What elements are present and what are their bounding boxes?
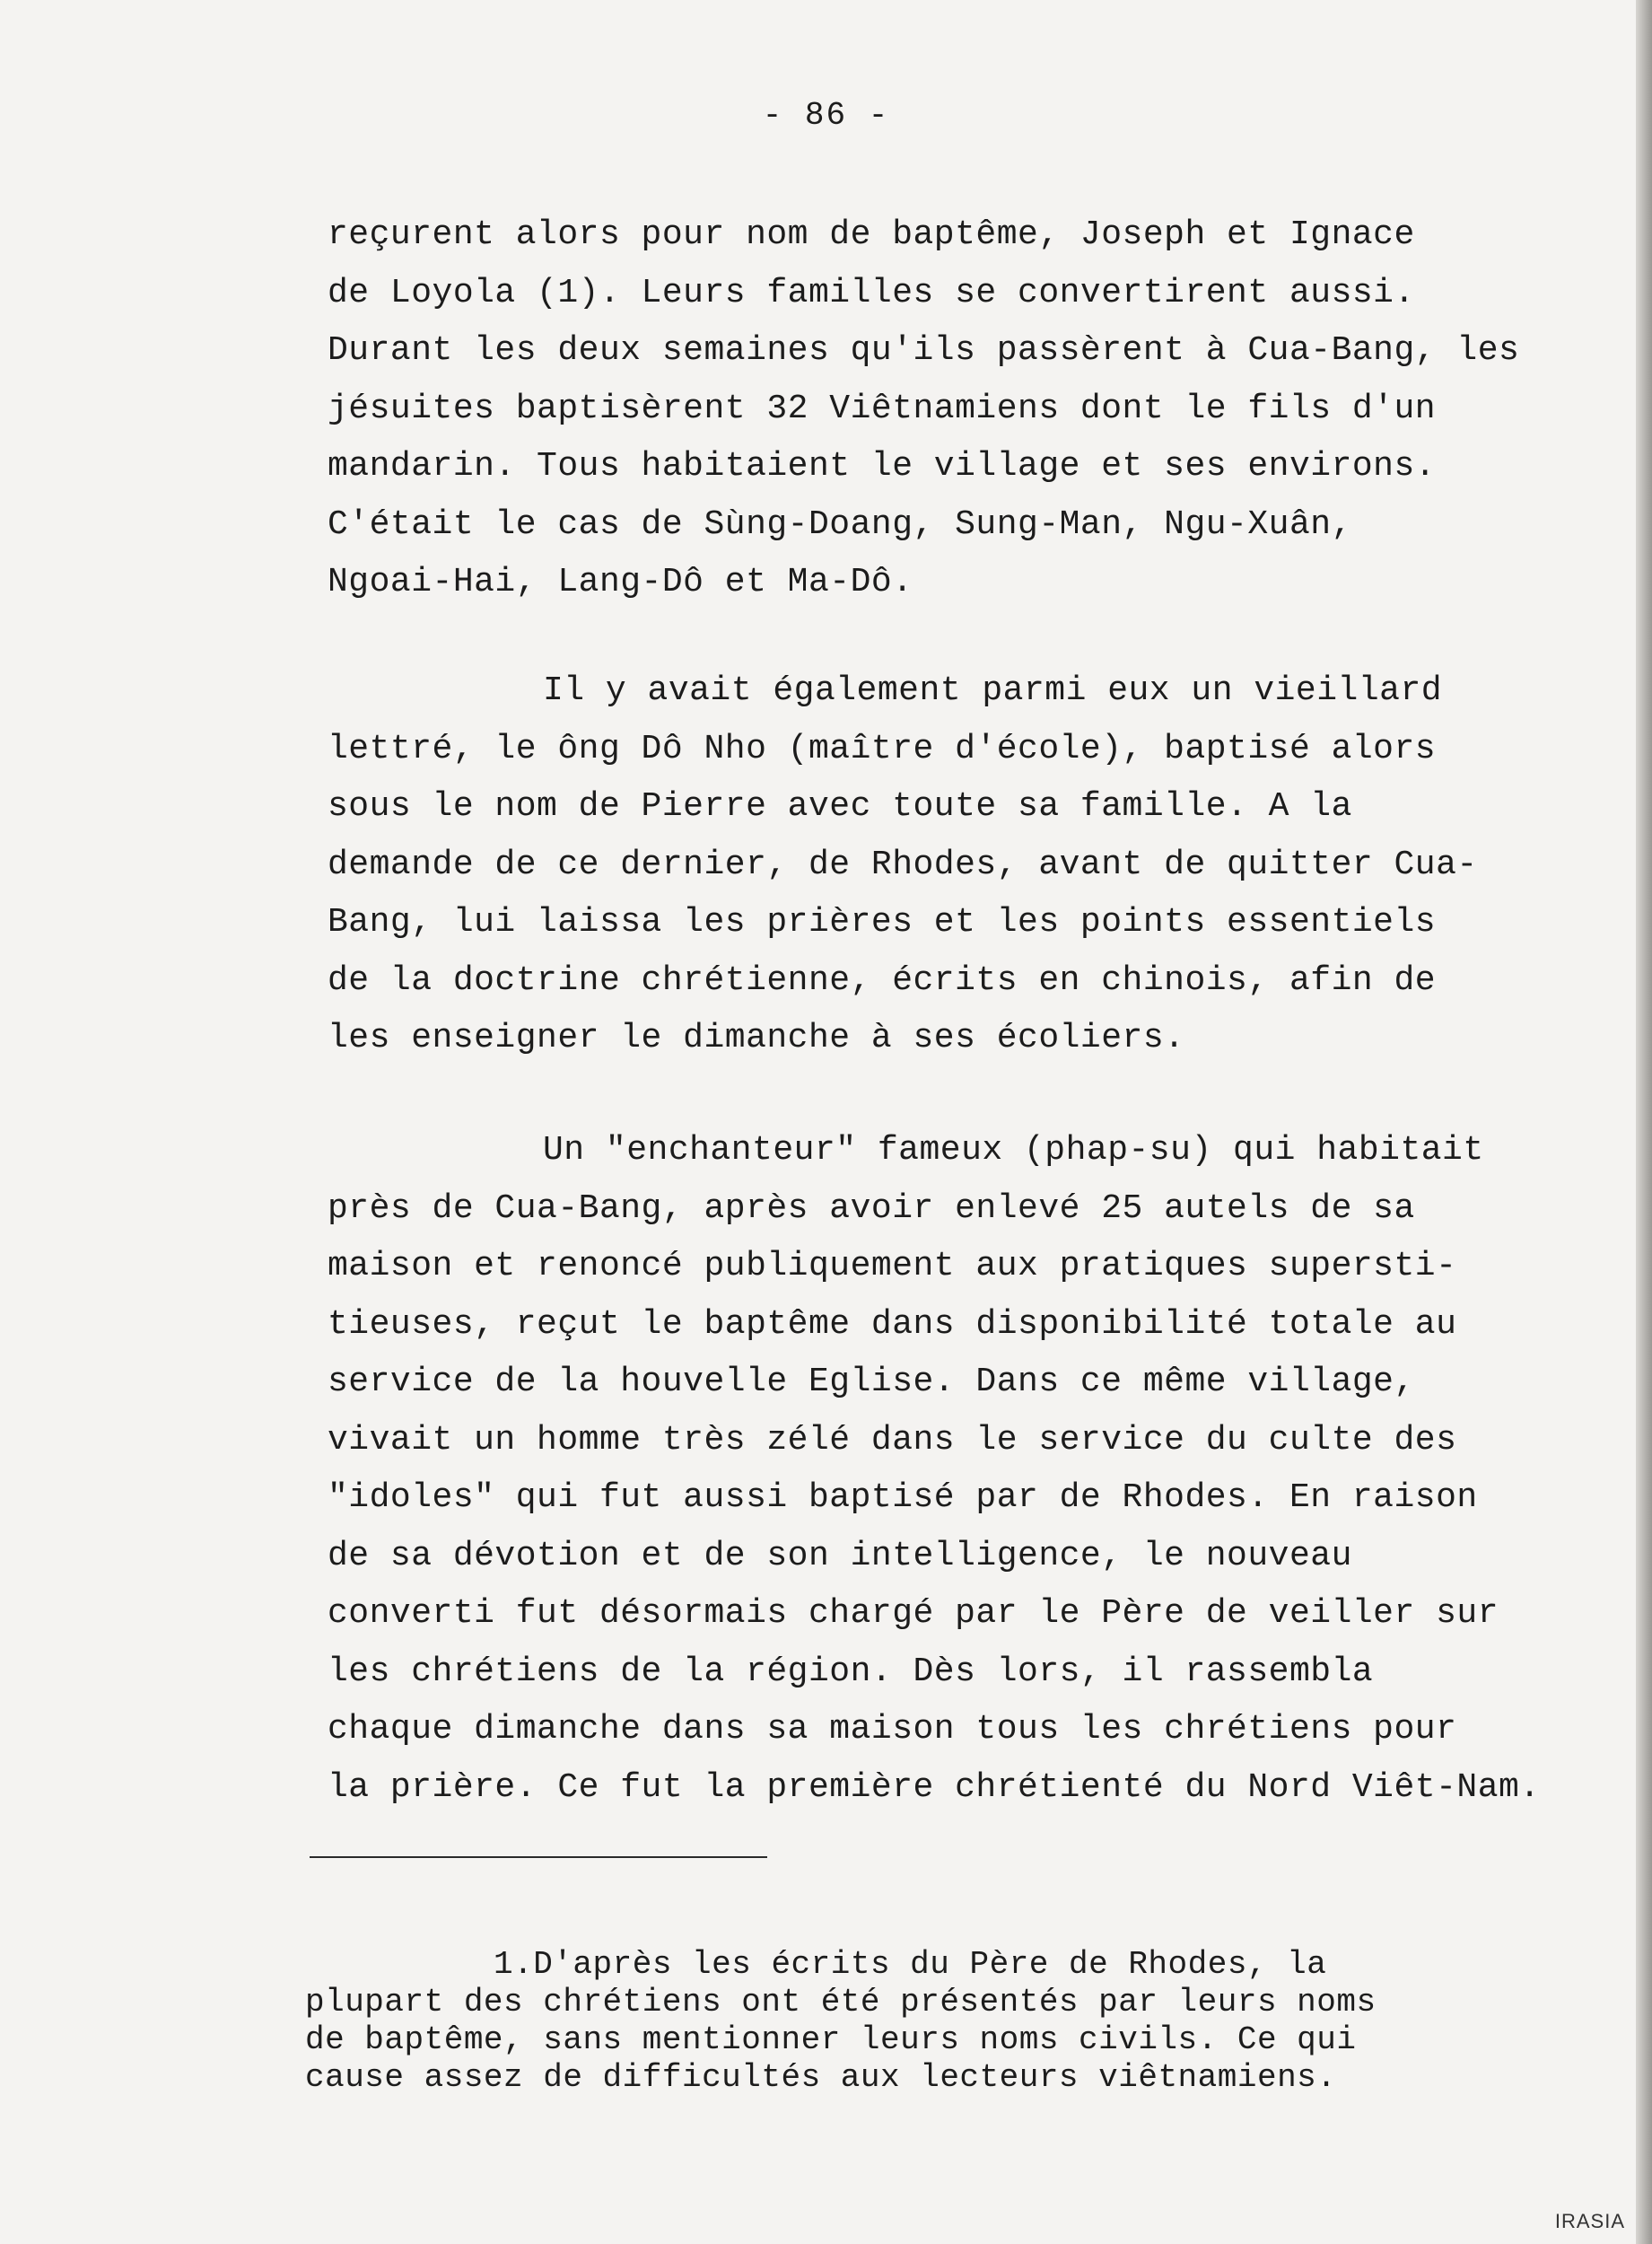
footnote-separator [310,1856,767,1858]
footnote-line: 1.D'après les écrits du Père de Rhodes, la [494,1946,1327,1983]
paragraph-3 [328,1122,1566,1817]
paragraph-line: lettré, le ông Dô Nho (maître d'école), baptisé alors [328,729,1437,768]
paragraph-line: de sa dévotion et de son intelligence, le nouveau [328,1536,1352,1575]
paragraph-line: Bang, lui laissa les prières et les points essentiels [328,903,1437,942]
footnote-line: de baptême, sans mentionner leurs noms civils. Ce qui [305,2021,1357,2058]
paragraph-line: chaque dimanche dans sa maison tous les chrétiens pour [328,1710,1457,1749]
paragraph-line: sous le nom de Pierre avec toute sa famille. A la [328,787,1352,826]
paragraph-line: Durant les deux semaines qu'ils passèrent à Cua-Bang, les [328,331,1520,370]
paragraph-line: maison et renoncé publiquement aux pratiques supersti- [328,1247,1457,1285]
paragraph-line: jésuites baptisèrent 32 Viêtnamiens dont le fils d'un [328,389,1437,428]
paragraph-2 [328,662,1566,1068]
footnote [305,1946,1561,2097]
paragraph-line: "idoles" qui fut aussi baptisé par de Rhodes. En raison [328,1478,1478,1517]
paragraph-line: les enseigner le dimanche à ses écoliers. [328,1019,1185,1057]
paragraph-1 [328,206,1566,612]
scanned-page-edge [1636,0,1652,2244]
paragraph-line: C'était le cas de Sùng-Doang, Sung-Man, Ngu-Xuân, [328,504,1352,544]
paragraph-line: de la doctrine chrétienne, écrits en chinois, afin de [328,960,1437,1000]
archive-watermark: IRASIA [1554,2210,1625,2232]
page-number: - 86 - [762,97,890,134]
footnote-line: plupart des chrétiens ont été présentés par leurs noms [305,1984,1377,2020]
paragraph-line: la prière. Ce fut la première chrétienté du Nord Viêt-Nam. [328,1767,1541,1807]
paragraph-line: vivait un homme très zélé dans le service du culte des [328,1420,1457,1459]
paragraph-line: Il y avait également parmi eux un vieillard [543,671,1443,710]
footnote-line: cause assez de difficultés aux lecteurs viêtnamiens. [305,2059,1337,2096]
paragraph-line: converti fut désormais chargé par le Père de veiller sur [328,1594,1499,1633]
paragraph-line: de Loyola (1). Leurs familles se convertirent aussi. [328,273,1415,312]
paragraph-line: service de la houvelle Eglise. Dans ce même village, [328,1363,1415,1401]
paragraph-line: près de Cua-Bang, après avoir enlevé 25 autels de sa [328,1188,1415,1228]
paragraph-line: les chrétiens de la région. Dès lors, il rassembla [328,1652,1374,1691]
paragraph-line: tieuses, reçut le baptême dans disponibilité totale au [328,1304,1457,1344]
paragraph-line: mandarin. Tous habitaient le village et ses environs. [328,447,1437,486]
paragraph-line: reçurent alors pour nom de baptême, Joseph et Ignace [328,215,1415,254]
paragraph-line: Ngoai-Hai, Lang-Dô et Ma-Dô. [328,563,913,601]
paragraph-line: Un "enchanteur" fameux (phap-su) qui habitait [543,1131,1484,1170]
paragraph-line: demande de ce dernier, de Rhodes, avant de quitter Cua- [328,845,1478,884]
